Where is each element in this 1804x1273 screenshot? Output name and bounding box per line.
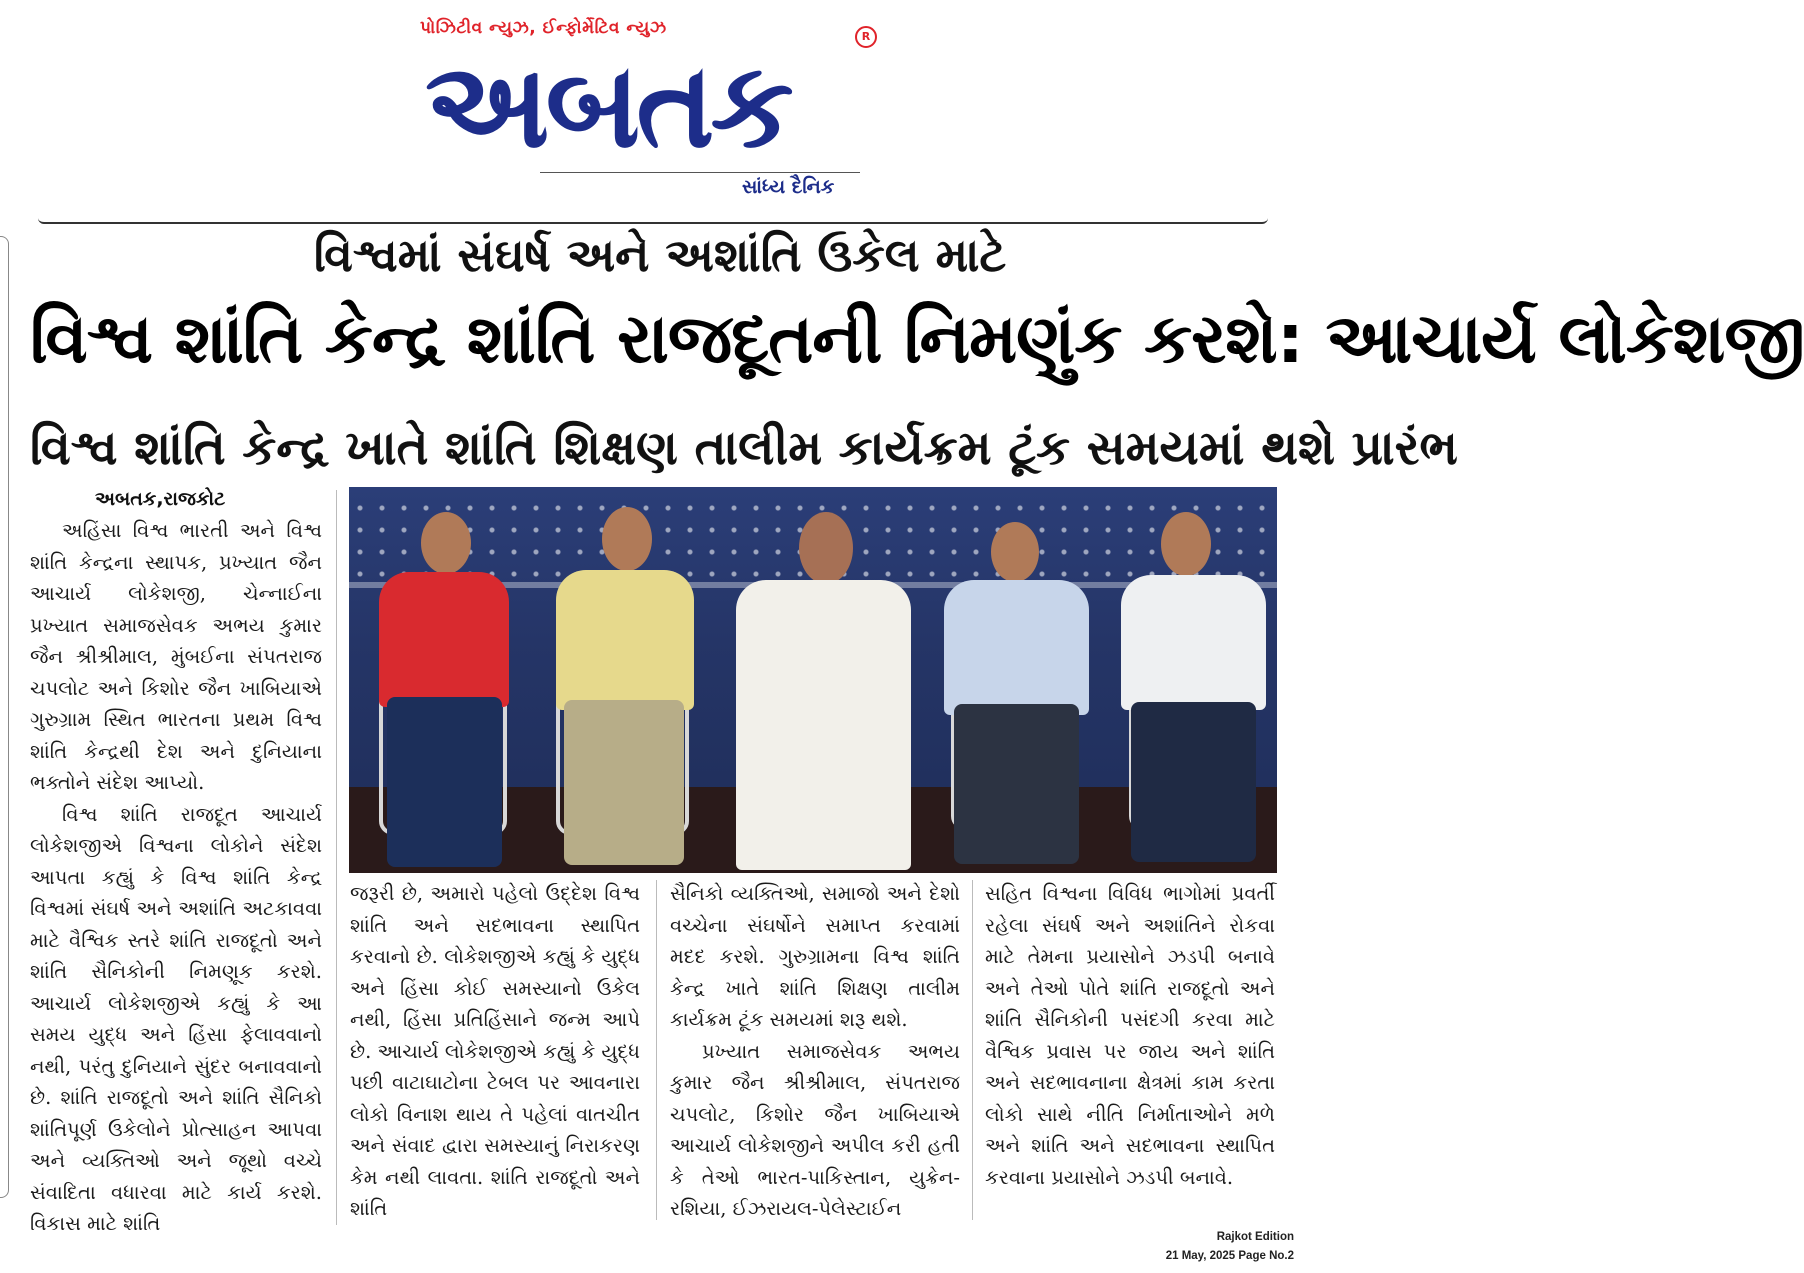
navy-trousers: [1131, 702, 1256, 862]
face: [421, 512, 471, 574]
logo-underline: [540, 172, 860, 173]
column-divider: [336, 490, 337, 1225]
article-headline: વિશ્વ શાંતિ કેન્દ્ર શાંતિ રાજદૂતની નિમણુંક કરશે: આચાર્ય લોકેશજી: [30, 300, 1804, 379]
header-divider: [38, 218, 1268, 224]
article-deck: વિશ્વ શાંતિ કેન્દ્ર ખાતે શાંતિ શિક્ષણ તાલીમ કાર્યક્રમ ટૂંક સમયમાં થશે પ્રારંભ: [30, 420, 1458, 476]
face: [1161, 512, 1211, 576]
article-photo: [349, 487, 1277, 873]
masthead-subtitle: સાંધ્ય દૈનિક: [742, 176, 835, 198]
person-red-shirt: [359, 502, 529, 872]
edition-date-page: 21 May, 2025 Page No.2: [1165, 1250, 1294, 1262]
light-blue-shirt: [944, 580, 1089, 715]
article-dateline: અબતક,રાજકોટ: [95, 488, 226, 510]
column-divider: [656, 880, 657, 1220]
masthead: [0, 0, 1304, 215]
paragraph: સૈનિકો વ્યક્તિઓ, સમાજો અને દેશો વચ્ચેના સંઘર્ષોને સમાપ્ત કરવામાં મદદ કરશે. ગુરુગ્રામના વિશ્વ શાંતિ કેન્દ્ર ખાતે શાંતિ શિક્ષણ તાલીમ કાર્યક્રમ ટૂંક સમયમાં શરૂ થશે.: [670, 882, 960, 1031]
article-column-2: [350, 878, 640, 1218]
article-kicker: વિશ્વમાં સંઘર્ષ અને અશાંતિ ઉકેલ માટે: [313, 228, 1007, 282]
person-light-blue-shirt: [929, 512, 1104, 872]
edition-name: Rajkot Edition: [1216, 1231, 1294, 1243]
face: [991, 522, 1039, 582]
paragraph: વિશ્વ શાંતિ રાજદૂત આચાર્ય લોકેશજીએ વિશ્વના લોકોને સંદેશ આપતા કહ્યું કે વિશ્વ શાંતિ કેન્દ્ર વિશ્વમાં સંઘર્ષ અને અશાંતિ અટકાવવા માટે વૈશ્વિક સ્તરે શાંતિ રાજદૂતો અને શાંતિ સૈનિકોની નિમણૂક કરશે. આચાર્ય લોકેશજીએ કહ્યું કે આ સમય યુદ્ધ અને હિંસા ફેલાવવાનો નથી, પરંતુ દુનિયાને સુંદર બનાવવાનો છે. શાંતિ રાજદૂતો અને શાંતિ સૈનિકો શાંતિપૂર્ણ ઉકેલોને પ્રોત્સાહન આપવા અને વ્યક્તિઓ અને જૂથો વચ્ચે સંવાદિતા વધારવા માટે કાર્ય કરશે. વિકાસ માટે શાંતિ: [30, 802, 322, 1235]
person-white-shirt: [1109, 507, 1274, 872]
white-robe: [736, 580, 911, 870]
column-divider: [972, 880, 973, 1220]
article-column-1: [30, 515, 322, 1235]
page-edge-bracket: [0, 236, 9, 1198]
dark-trousers: [954, 704, 1079, 864]
article-column-3: [670, 878, 960, 1218]
white-shirt: [1121, 575, 1266, 710]
masthead-tagline: પોઝિટીવ ન્યુઝ, ઈન્ફોર્મેટિવ ન્યુઝ: [420, 18, 667, 38]
face: [799, 512, 853, 584]
edition-info: [1166, 1228, 1294, 1266]
paragraph: સહિત વિશ્વના વિવિધ ભાગોમાં પ્રવર્તી રહેલા સંઘર્ષ અને અશાંતિને રોકવા માટે તેમના પ્રયાસોને ઝડપી બનાવે અને તેઓ પોતે શાંતિ રાજદૂતો અને શાંતિ સૈનિકોની પસંદગી કરવા માટે વૈશ્વિક પ્રવાસ પર જાય અને શાંતિ અને સદભાવનાના ક્ષેત્રમાં કામ કરતા લોકો સાથે નીતિ નિર્માતાઓને મળે અને શાંતિ અને સદભાવના સ્થાપિત કરવાના પ્રયાસોને ઝડપી બનાવે.: [985, 882, 1275, 1189]
red-shirt: [379, 572, 509, 707]
article-column-4: [985, 878, 1275, 1218]
paragraph: અહિંસા વિશ્વ ભારતી અને વિશ્વ શાંતિ કેન્દ્રના સ્થાપક, પ્રખ્યાત જૈન આચાર્ય લોકેશજી, ચેન્નાઈના પ્રખ્યાત સમાજસેવક અભય કુમાર જૈન શ્રીશ્રીમાલ, મુંબઈના સંપતરાજ ચપલોટ અને કિશોર જૈન ખાબિયાએ ગુરુગ્રામ સ્થિત ભારતના પ્રથમ વિશ્વ શાંતિ કેન્દ્રથી દેશ અને દુનિયાના ભક્તોને સંદેશ આપ્યો.: [30, 519, 322, 794]
newspaper-logo[interactable]: અબતક: [425, 36, 790, 174]
face: [602, 507, 652, 571]
person-yellow-shirt: [534, 502, 714, 872]
paragraph: પ્રખ્યાત સમાજસેવક અભય કુમાર જૈન શ્રીશ્રીમાલ, સંપતરાજ ચપલોટ, કિશોર જૈન ખાબિયાએ આચાર્ય લોકેશજીને અપીલ કરી હતી કે તેઓ ભારત-પાકિસ્તાન, યુક્રેન-રશિયા, ઈઝરાયલ-પેલેસ્ટાઈન: [670, 1039, 960, 1220]
blue-trousers: [387, 697, 502, 867]
person-white-robe: [724, 502, 924, 872]
registered-mark-icon: R: [855, 26, 877, 48]
yellow-shirt: [556, 570, 694, 710]
paragraph: જરૂરી છે, અમારો પહેલો ઉદ્દેશ વિશ્વ શાંતિ અને સદભાવના સ્થાપિત કરવાનો છે. લોકેશજીએ કહ્યું કે યુદ્ધ અને હિંસા કોઈ સમસ્યાનો ઉકેલ નથી, હિંસા પ્રતિહિંસાને જન્મ આપે છે. આચાર્ય લોકેશજીએ કહ્યું કે યુદ્ધ પછી વાટાઘાટોના ટેબલ પર આવનારા લોકો વિનાશ થાય તે પહેલાં વાતચીત અને સંવાદ દ્વારા સમસ્યાનું નિરાકરણ કેમ નથી લાવતા. શાંતિ રાજદૂતો અને શાંતિ: [350, 882, 640, 1220]
khaki-trousers: [564, 700, 684, 865]
